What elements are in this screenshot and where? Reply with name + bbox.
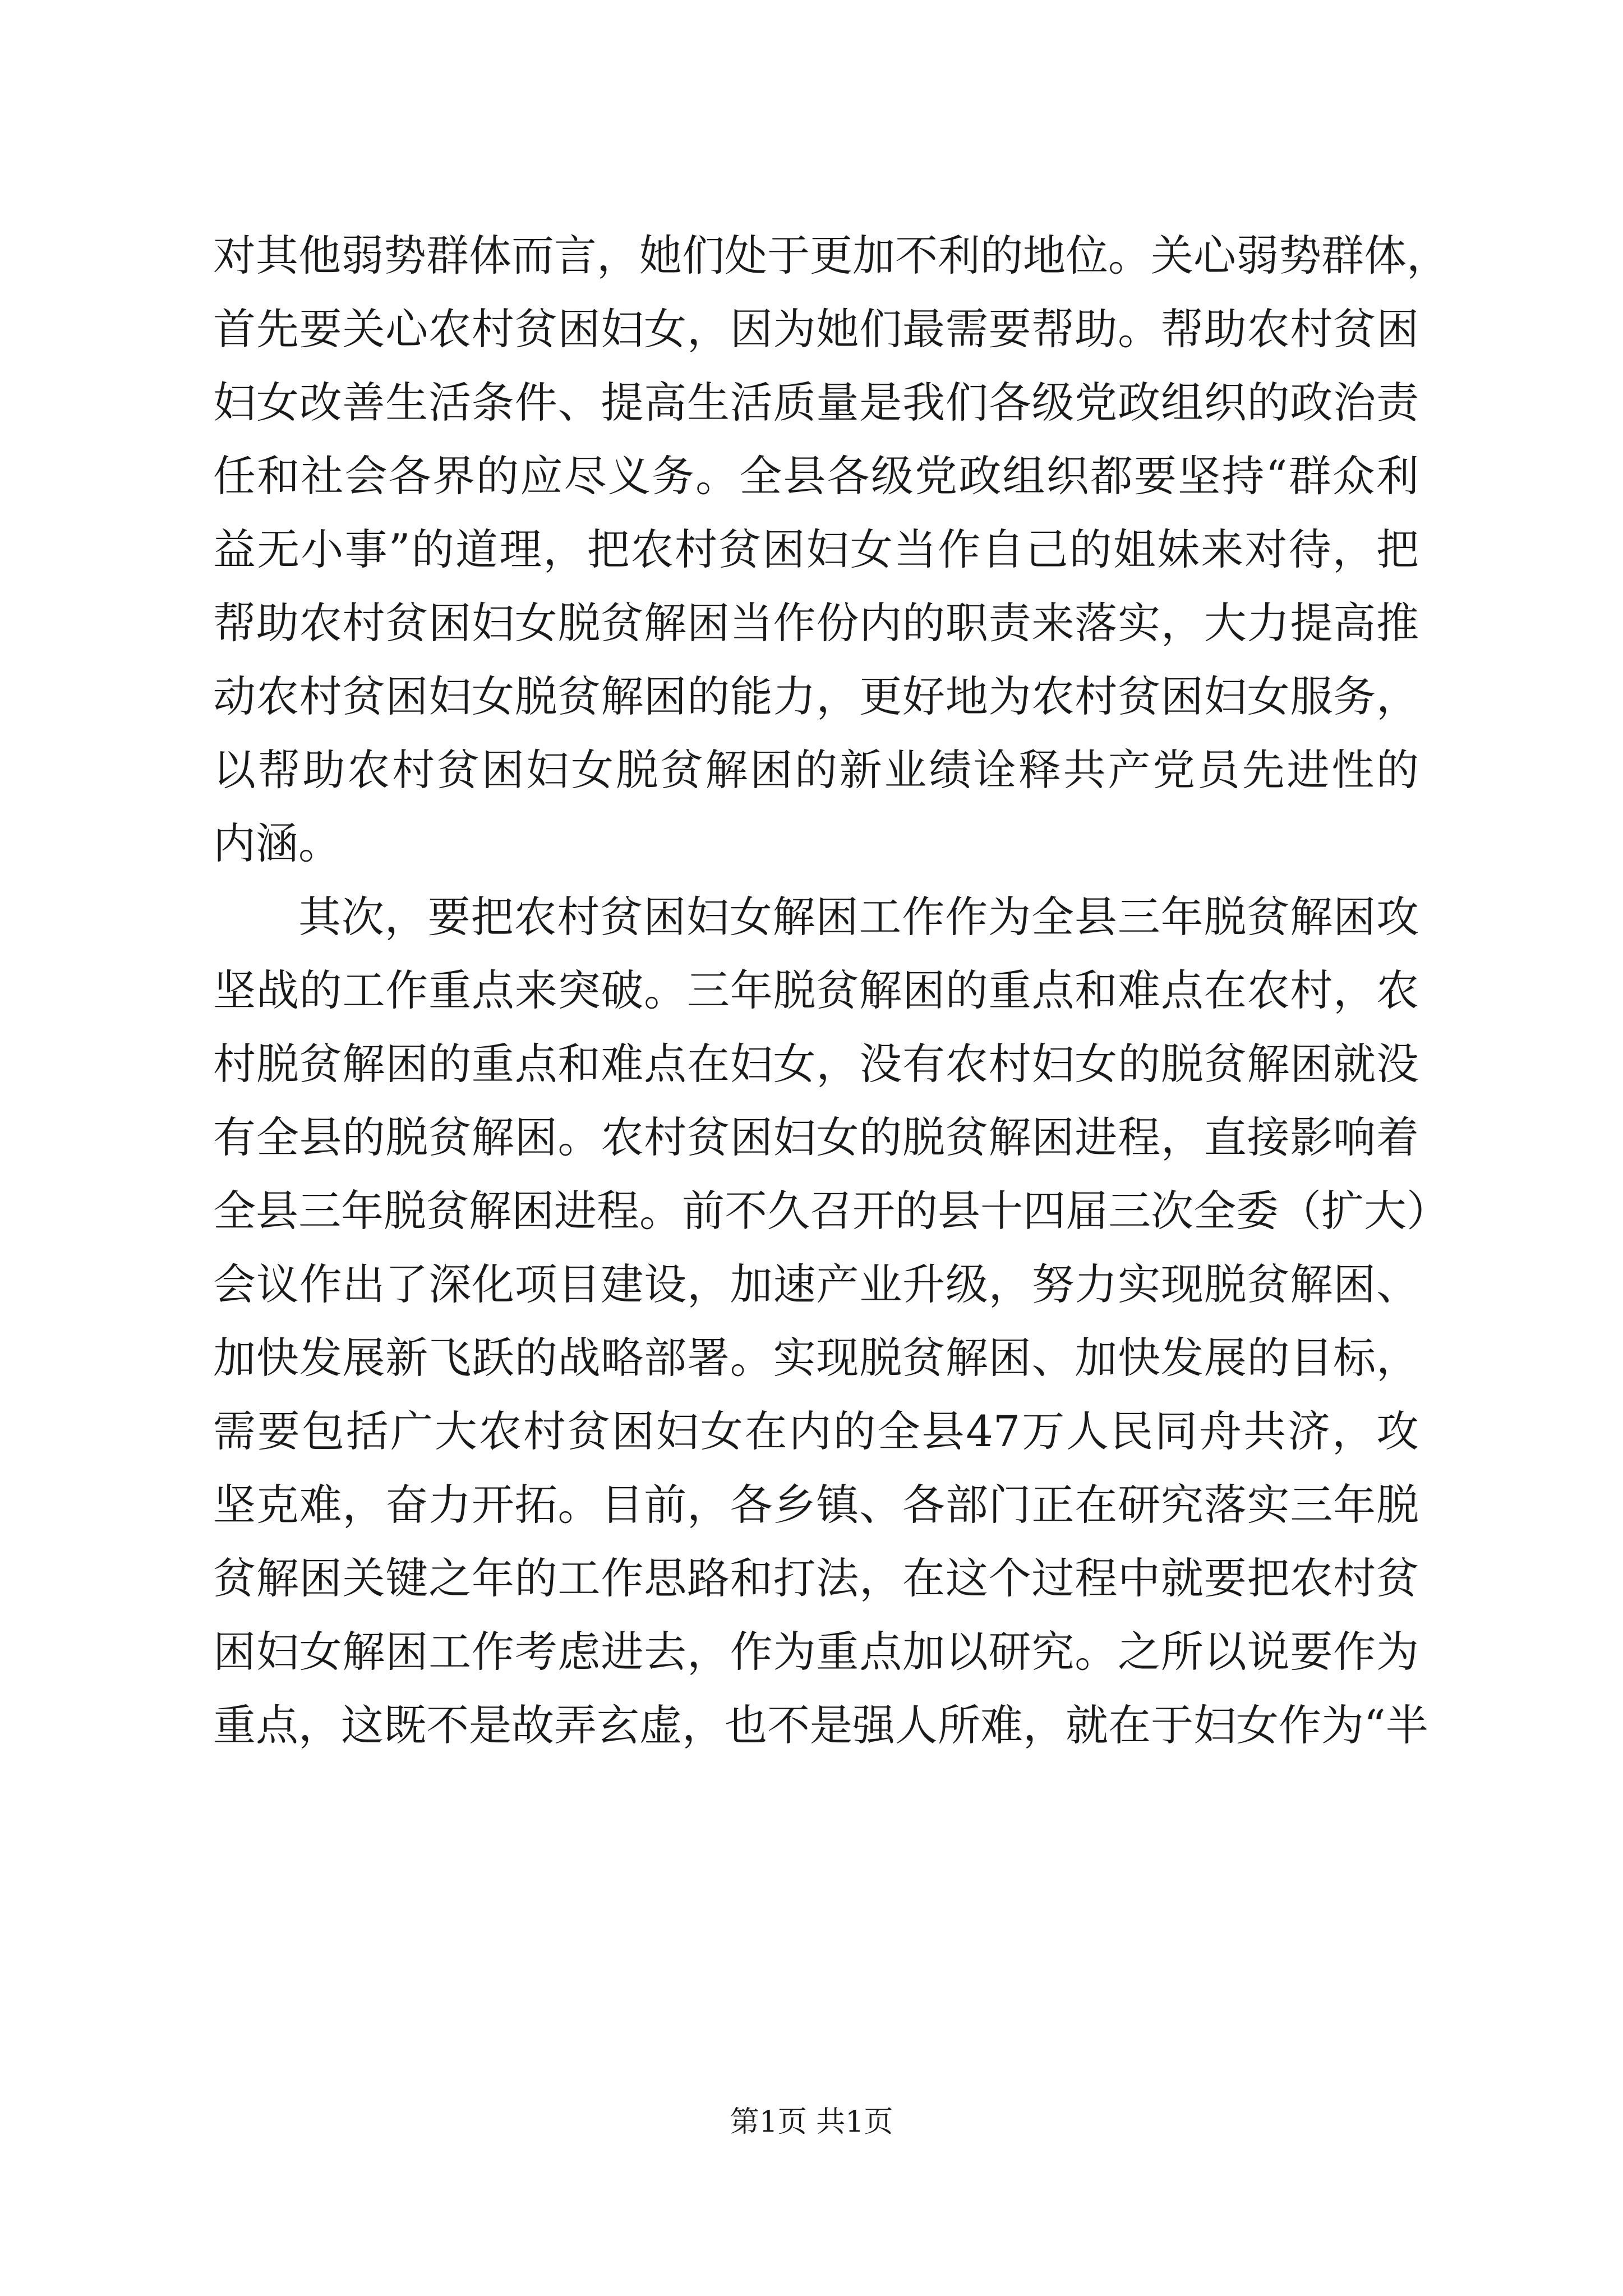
text-line: 任和社会各界的应尽义务。全县各级党政组织都要坚持“群众利 xyxy=(213,451,1419,501)
text-line: 村脱贫解困的重点和难点在妇女，没有农村妇女的脱贫解困就没 xyxy=(213,1039,1419,1089)
text-line: 动农村贫困妇女脱贫解困的能力，更好地为农村贫困妇女服务， xyxy=(213,671,1419,721)
text-line: 对其他弱势群体而言，她们处于更加不利的地位。关心弱势群体， xyxy=(213,231,1449,280)
text-line: 其次，要把农村贫困妇女解困工作作为全县三年脱贫解困攻 xyxy=(298,892,1419,942)
text-line: 以帮助农村贫困妇女脱贫解困的新业绩诠释共产党员先进性的 xyxy=(213,745,1419,795)
text-line: 重点，这既不是故弄玄虚，也不是强人所难，就在于妇女作为“半 xyxy=(213,1700,1428,1750)
text-line: 帮助农村贫困妇女脱贫解困当作份内的职责来落实，大力提高推 xyxy=(213,598,1419,648)
text-line: 贫解困关键之年的工作思路和打法，在这个过程中就要把农村贫 xyxy=(213,1553,1419,1603)
text-line: 坚克难，奋力开拓。目前，各乡镇、各部门正在研究落实三年脱 xyxy=(213,1480,1419,1530)
text-line: 需要包括广大农村贫困妇女在内的全县47万人民同舟共济，攻 xyxy=(213,1406,1419,1456)
text-line: 会议作出了深化项目建设，加速产业升级，努力实现脱贫解困、 xyxy=(213,1259,1419,1309)
text-line: 有全县的脱贫解困。农村贫困妇女的脱贫解困进程，直接影响着 xyxy=(213,1112,1419,1162)
page-number-label: 第1页 共1页 xyxy=(730,2105,893,2139)
text-line: 坚战的工作重点来突破。三年脱贫解困的重点和难点在农村，农 xyxy=(213,965,1419,1015)
text-line: 内涵。 xyxy=(213,818,341,868)
text-line: 益无小事”的道理，把农村贫困妇女当作自己的姐妹来对待，把 xyxy=(213,524,1419,574)
text-line: 首先要关心农村贫困妇女，因为她们最需要帮助。帮助农村贫困 xyxy=(213,304,1419,354)
text-line: 困妇女解困工作考虑进去，作为重点加以研究。之所以说要作为 xyxy=(213,1627,1419,1677)
document-body xyxy=(213,219,1449,1762)
text-line: 加快发展新飞跃的战略部署。实现脱贫解困、加快发展的目标， xyxy=(213,1333,1419,1383)
text-line: 全县三年脱贫解困进程。前不久召开的县十四届三次全委（扩大） xyxy=(213,1186,1449,1236)
text-line: 妇女改善生活条件、提高生活质量是我们各级党政组织的政治责 xyxy=(213,378,1419,427)
page-footer xyxy=(0,2098,1623,2140)
